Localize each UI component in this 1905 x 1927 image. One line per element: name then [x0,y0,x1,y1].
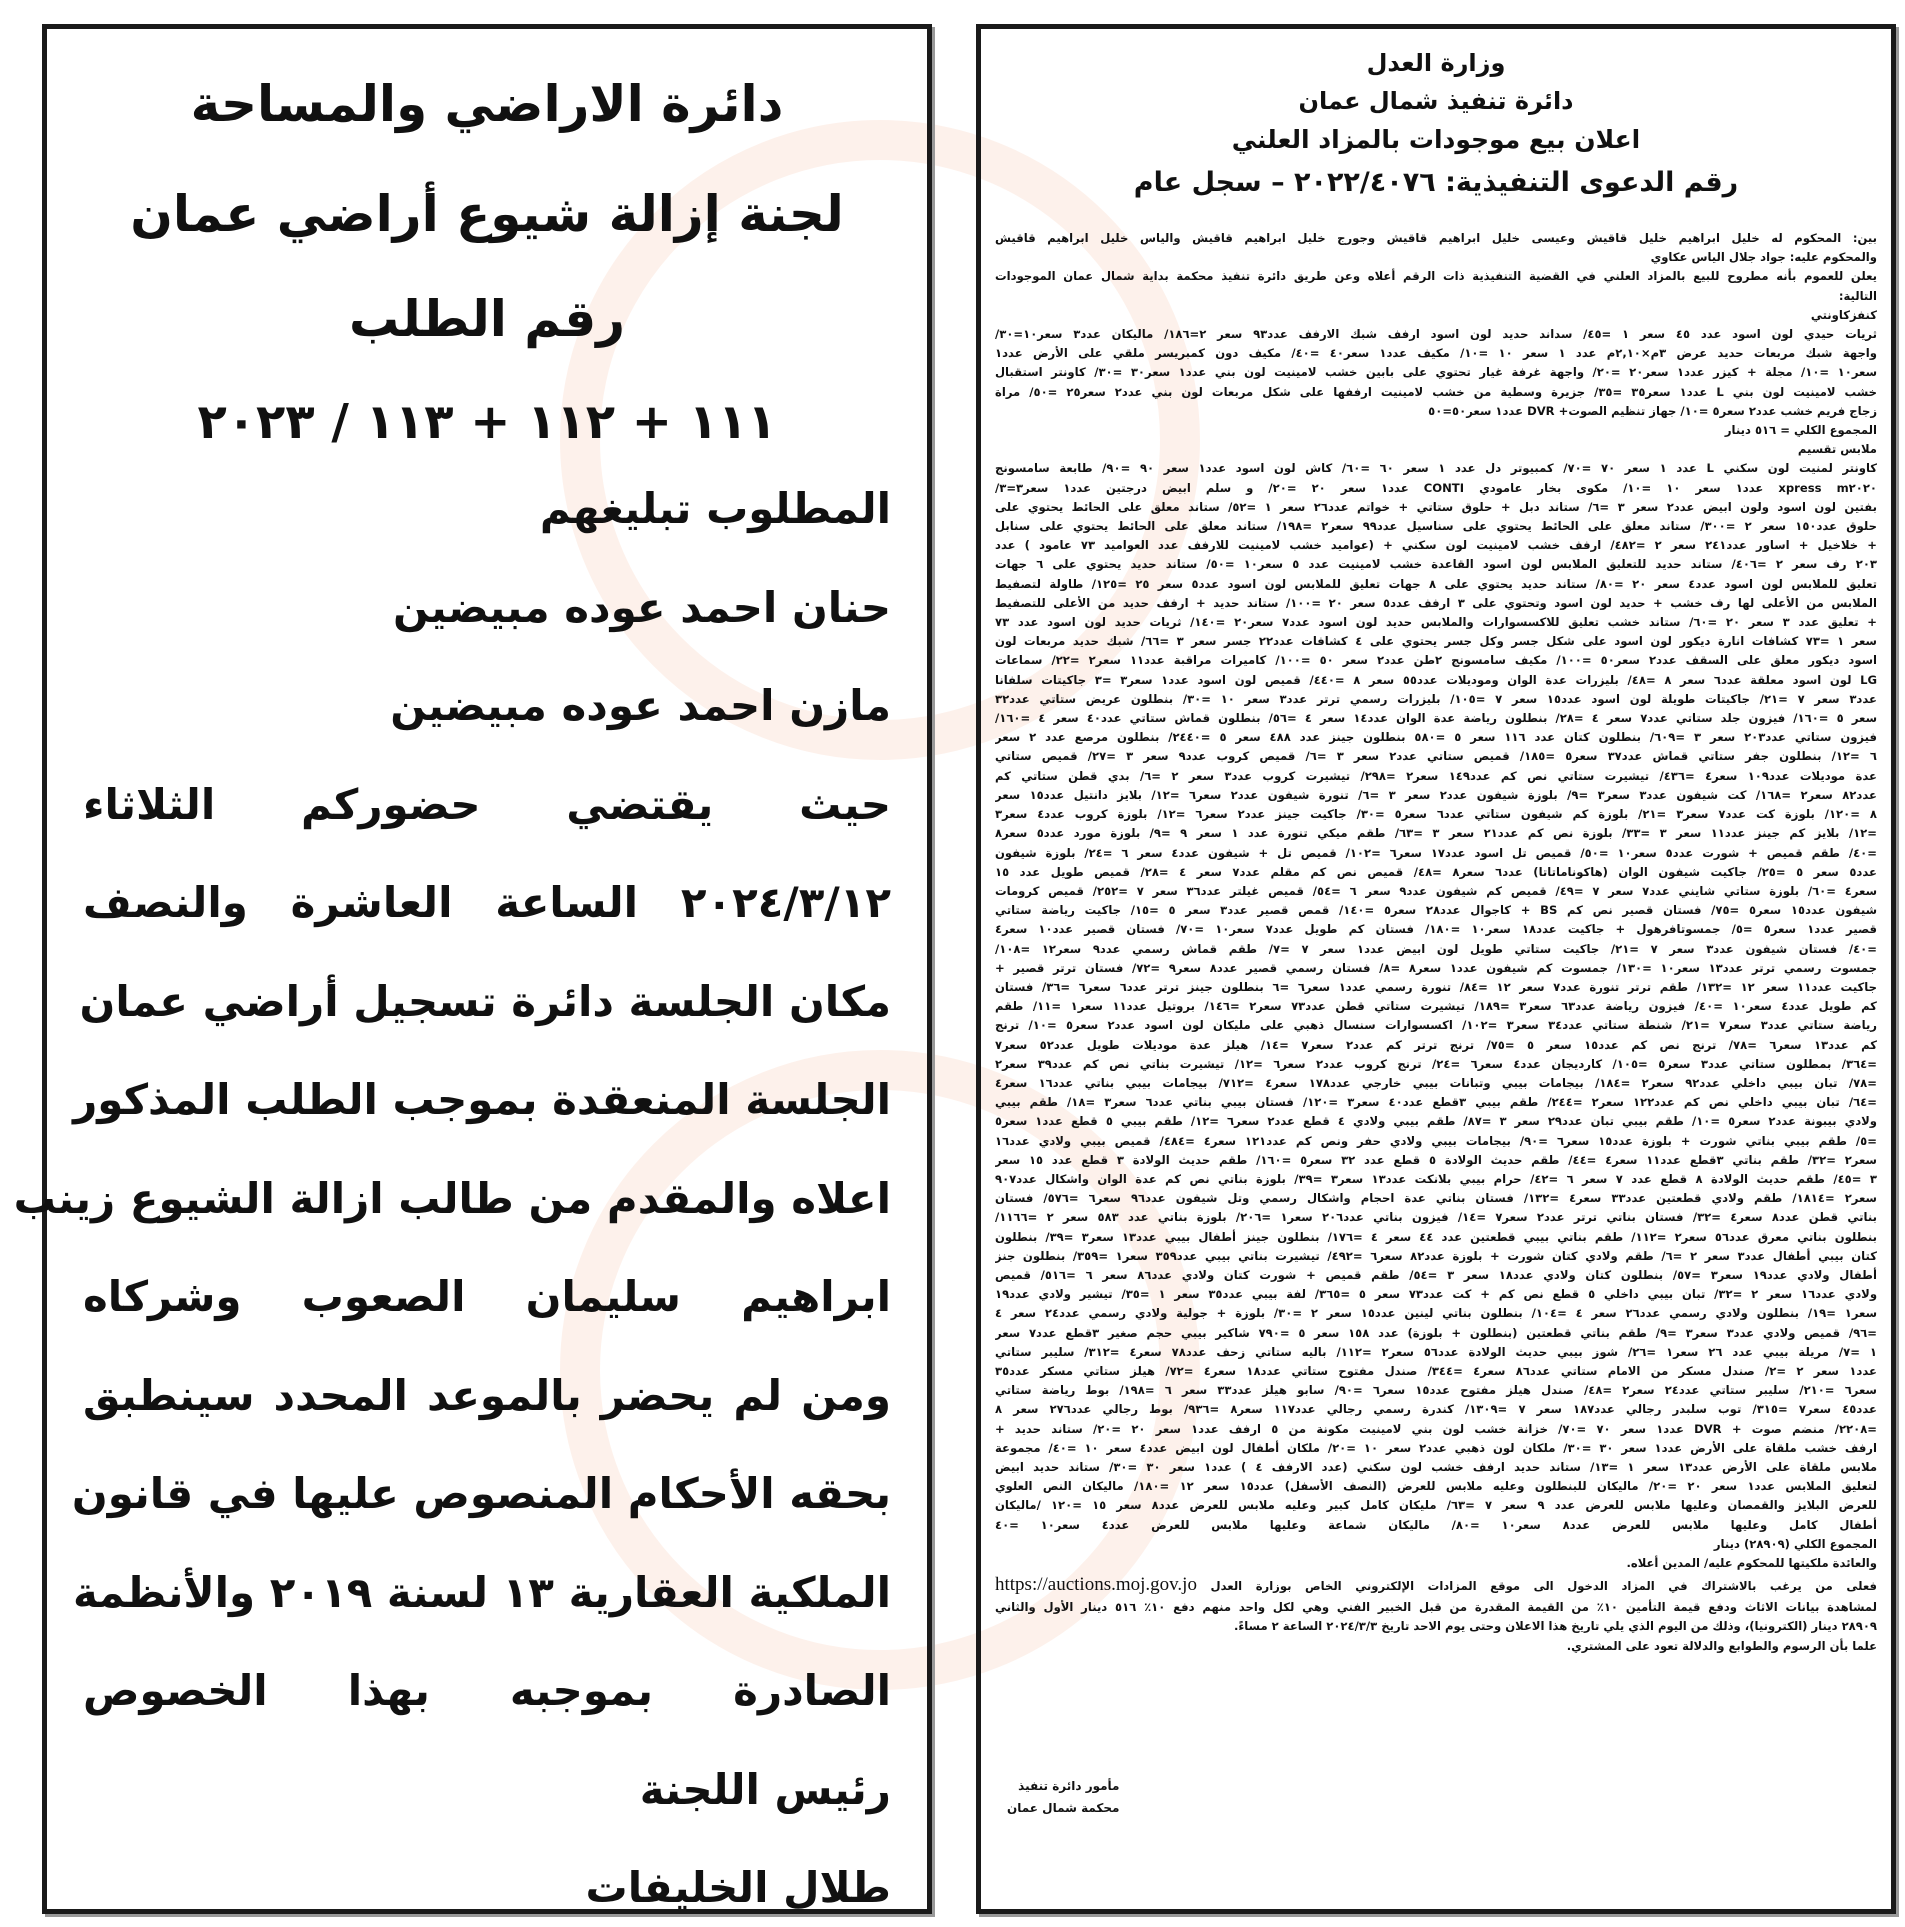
notice-line: رئيس اللجنة [639,1764,891,1814]
item-line: حلوق عدد١٥٠ سعر ٢ =٣٠٠/ ستاند معلق على الحائط يحتوي على سناسيل عدد٩٩ سعر٢ =١٩٨/ ستاند معلق على الحائط يحتوي على سنابل [995,519,1877,534]
item-line: ١ =٧/ مريلة بيبي عدد ٢٦ سعر١ =٢٦/ شوز بيبي حديث الولادة عدد٥٦ سعر٢ =١١٢/ باليه ستاتي زحف عدد٧٨ سعر٤ =٣١٢/ سليبر ستاتي [995,1344,1877,1359]
item-line: =١٢/ بلايز كم جينز عدد١١ سعر ٣ =٣٣/ بلوزة نص كم عدد٢١ سعر ٣ =٦٣/ طقم ميكي تنورة عدد ١ سعر ٩ =٩/ بلوزة مورد عدد٥ سعر٨ [995,826,1877,841]
notice-line: ٢٠٢٤/٣/١٢ الساعة العاشرة والنصف [83,878,891,927]
item-line: عدة موديلات عدد١٠٩ سعر٤ =٤٣٦/ تيشيرت ستاتي نص كم عدد١٤٩ سعر٢ =٢٩٨/ تيشيرت كروب عدد٣ سعر ٢ =٦/ بدي قطن ستاتي كم [995,768,1877,783]
item-line: ملابس ملقاة على الأرض عدد١٣ سعر ١ =١٣/ ستاند حديد ارفف خشب لون سكني (عدد الارفف ٤ ) عدد١ سعر ٣٠ =٣٠/ ستاند حديد ابيض [995,1460,1877,1474]
notice-title: دائرة الاراضي والمساحة [190,75,784,133]
request-number-label: رقم الطلب [348,290,626,348]
item-line: ولادي بيبونة عدد٢ سعر٥ =١٠/ طقم بيبي تبان عدد٢٩ سعر ٣ =٨٧/ طقم بيبي ولادي ٤ قطع عدد٢ سعر٦ =١٢/ طقم بيبي ٥ قطع عدد١ سعر٥ [995,1114,1877,1129]
item-line: سعر ٥ =١٦٠/ فيزون جلد ستاتي عدد٧ سعر ٤ =٢٨/ بنطلون رياضة عدة الوان عدد١٤ سعر ٤ =٥٦/ بنطلون قماش ستاتي عدد٤٠ سعر ٤ =١٦٠/ [995,711,1877,726]
item-line: جمسوت رسمي ترتر عدد١٣ سعر١٠ =١٣٠/ جمسوت كم شيفون عدد١ سعر٨ =٨/ فستان رسمي قصير عدد٨ سعر٩ =٧٢/ فستان ترتر قصير + [995,960,1877,975]
item-line: المجموع الكلي (٢٨٩٠٩) دينار [1713,1536,1877,1551]
item-line: للعرض البلايز والقمصان وعليها ملابس للعرض عدد ٩ سعر ٧ =٦٣/ مليكان كامل كبير وعليه ملابس للعرض عدد٨ سعر ١٥ =١٢٠ /ماليكان [995,1498,1877,1513]
item-line: رياضة ستاتي عدد٣ سعر٧ =٢١/ شنطة ستاتي عدد٣٤ سعر٣ =١٠٢/ اكسسوارات سنسال ذهبي على مليكان لون اسود عدد٢ سعر٥ =١٠/ ترنج [995,1018,1877,1033]
notice-line: الملكية العقارية ١٣ لسنة ٢٠١٩ والأنظمة [73,1567,891,1617]
item-line: أطفال ولادي عدد١٩ سعر٣ =٥٧/ بنطلون كتان ولادي عدد١٨ سعر ٣ =٥٤/ طقم قميص + شورت كتان ولادي عدد٨٦ سعر ٦ =٥١٦/ قميص [995,1267,1877,1282]
ministry-heading: وزارة العدل [1366,49,1506,77]
announcement-heading: اعلان بيع موجودات بالمزاد العلني [1231,125,1641,154]
item-line: تعليق للملابس لون اسود عدد٤ سعر ٢٠ =٨٠/ ستاند حديد يحتوي على ٨ جهات تعليق للملابس لون اسود عدد٥ سعر ٢٥ =١٢٥/ طاولة لتصفيط [995,576,1877,591]
item-line: كاونتر لمنيت لون سكني L عدد ١ سعر ٧٠ =٧٠/ كمبيوتر دل عدد ١ سعر ٦٠ =٦٠/ كاش لون اسود عدد١ سعر ٩٠ =٩٠/ طابعة سامسونج [995,461,1877,476]
case-number-heading: رقم الدعوى التنفيذية: ٢٠٢٢/٤٠٧٦ – سجل عام [1133,167,1739,198]
item-line: عدد٨٢ سعر٢ =١٦٨/ كت شيفون عدد٣ سعر٣ =٩/ بلوزة شيفون عدد٢ سعر ٣ =٦/ تنورة شيفون عدد٢ سعر٦ =١٢/ بلايز دانتيل عدد١٥ سعر [995,787,1877,802]
notice-line: طلال الخليفات [585,1863,891,1912]
item-line: بفتين لون اسود ولون ابيض عدد٢ سعر ٣ =٦/ ستاند دبل + حلوق ستاتي + خواتم عدد٢٦ سعر ١ =٥٢/ ستاند معلق على الحائط يحتوي على [995,499,1877,514]
item-line: =٩٦/ قميص ولادي عدد٣ سعر٣ =٩/ طقم بناتي قطعتين (بنطلون + بلوزة) عدد ١٥٨ سعر ٥ =٧٩٠ شاكير بيبي حجم صغير ٣قطع عدد٧ سعر [995,1325,1877,1340]
item-line: بناتي قطن عدد٨ سعر٤ =٣٢/ فستان بناتي ترتر عدد٢ سعر٧ =١٤/ فيزون بناتي عدد٢٠٦ سعر١ =٢٠٦/ بلوزة بناتي عدد ٥٨٣ سعر ٢ =١١٦٦/ [995,1210,1877,1225]
signature-title: مأمور دائرة تنفيذ [1018,1779,1120,1793]
item-line: سعر٦ =٢١٠/ سليبر ستاتي عدد٢٤ سعر٢ =٤٨/ صندل هيلز مفتوح عدد١٥ سعر٦ =٩٠/ سابو هيلز عدد٣٣ سعر ٦ =١٩٨/ بوط رياضة ستاتي [995,1383,1877,1398]
request-numbers: ١١١ + ١١٢ + ١١٣ / ٢٠٢٣ [197,394,777,450]
item-line: سعر٤ =٦٠/ بلوزة ستاتي شايني عدد٧ سعر ٧ =٤٩/ قميص كم شيفون عدد٩ سعر ٦ =٥٤/ قميص غيلتر عدد٣٦ سعر ٧ =٢٥٢/ قميص كرومات [995,883,1877,898]
item-line: ٣ =٤٥/ طقم حديث الولادة ٨ قطع عدد ٧ سعر ٦ =٤٢/ حرام بيبي بلانكت عدد١٣ سعر٣ =٣٩/ بلوزة بناتي نص كم عدة الوان واشكال عدد٩٠٧ [995,1171,1877,1186]
item-line: =٧٨/ تبان بيبي داخلي عدد٩٢ سعر٢ =١٨٤/ بيجامات بيبي وتبانات بيبي خارجي عدد١٧٨ سعر٤ =٧١٢/ بيجامات بيبي بناتي عدد١٦ سعر٤ [995,1075,1877,1090]
item-line: عدد٥ سعر ٥ =٢٥/ جاكيت شيفون الوان (هاكوناماتاتا) عدد٦ سعر٨ =٤٨/ قميص نص كم مقلم عدد٧ سعر ٤ =٢٨/ قميص طويل عدد ١٥ [995,864,1877,879]
item-line: اسود ديكور معلق على السقف عدد٢ سعر٥٠ =١٠٠/ مكيف سامسونج ٢طن عدد٢ سعر ٥٠ =١٠٠/ كاميرات مراقبة عدد١١ سعر٢ =٢٢/ سماعات [995,653,1877,668]
item-line: + تعليق عدد ٣ سعر ٢٠ =٦٠/ ستاند خشب تعليق للاكسسوارات والملابس حديد لون اسود عدد٧ سعر٢٠ =١٤٠/ ثريات حديد لون اسود عدد ٧٣ [995,615,1877,630]
item-line: لتعليق الملابس عدد١ سعر ٢٠ =٢٠/ ماليكان للبنطلون وعليه ملابس للعرض (النصف الأسفل) عدد١٥ سعر ١٢ =١٨٠/ ماليكان النص العلوي [995,1479,1877,1494]
signature-court: محكمة شمال عمان [1007,1801,1120,1815]
notice-line: الجلسة المنعقدة بموجب الطلب المذكور [73,1075,891,1124]
item-line: =٤٠/ طقم قميص + شورت عدد٥ سعر١٠ =٥٠/ قميص تل اسود عدد١٧ سعر٦ =١٠٢/ قميص تل + شيفون عدد٤ سعر ٦ =٢٤/ بلوزة شيفون [995,845,1877,860]
notice-line: ومن لم يحضر بالموعد المحدد سينطبق [83,1370,891,1420]
notice-line: حنان احمد عوده مبيضين [393,582,891,632]
item-line: ارفف خشب ملقاة على الأرض عدد١ سعر ٣٠ =٣٠/ ملكان لون ذهبي عدد٢ سعر ١٠ =٢٠/ ملكان أطفال لون ابيض عدد٤ سعر ١٠ =٤٠/ مجموعة [995,1440,1877,1455]
auction-site-line [995,1573,1877,1598]
item-line: سعر ١ =٧٣ كشافات انارة ديكور لون اسود على شكل جسر وكل جسر يحتوي على ٤ كشافات عدد٢٢ جسر سعر ٣ =٦٦/ شبك حديد مربعات لون [995,634,1877,649]
item-line: عدد٤٥ سعر٧ =٣١٥/ توب سلبدر رجالي عدد١٨٧ سعر ٧ =١٣٠٩/ كندرة رسمي رجالي عدد١١٧ سعر٨ =٩٣٦/ بوط رجالي عدد٢٧٦ سعر ٨ [995,1402,1877,1417]
item-line: =٤٠/ فستان شيفون عدد٣ سعر ٧ =٢١/ جاكيت ستاتي طويل لون ابيض عدد١ سعر ٧ =٧/ طقم قماش رسمي عدد٩ سعر١٢ =١٠٨/ [995,941,1877,956]
auction-site-text: فعلى من يرغب بالاشتراك في المزاد الدخول الى موقع المزادات الإلكتروني الخاص بوزارة العدل [1210,1579,1877,1594]
land-department-notice [13,24,932,1914]
auction-items-text [995,229,1877,1656]
item-line: أطفال كامل وعليها ملابس للعرض عدد٨ سعر١٠ =٨٠/ ماليكان شماعة وعليها ملابس للعرض عدد٤ سعر١٠ =٤٠ [995,1517,1877,1532]
item-line: ثريات حيدي لون اسود عدد ٤٥ سعر ١ =٤٥/ سداند حديد لون اسود ارفف شبك الارفف عدد٩٣ سعر ٢=١٨٦/ ماليكان عدد٣ سعر١٠=٣٠/ [995,327,1877,342]
item-line: =٢٢٠٨/ منضم صوت + DVR عدد١ سعر ٧٠ =٧٠/ خزانة خشب لون بني لامينيت مكونة من ٥ ارفف عدد١ سعر ٢٠ =٢٠/ ستاند حديد + [995,1421,1877,1436]
item-line: LG لون اسود معلقة عدد٦ سعر ٨ =٤٨/ بليزرات عدة الوان وموديلات عدد٥٥ سعر ٨ =٤٤٠/ قميص لون اسود عدد١ سعر٣ =٣ جاكيتات سلفانا [995,672,1877,687]
item-line: شيفون عدد١٥ سعر٥ =٧٥/ فستان قصير نص كم BS + كاجوال عدد٢٨ سعر٥ =١٤٠/ قمص قصير عدد٣ سعر ٥ =١٥/ جاكيت رياضة ستاتي [995,903,1877,918]
item-line: والعائدة ملكيتها للمحكوم عليه/ المدين أعلاه. [1626,1556,1877,1571]
item-line: ملابس تقسيم [1797,442,1877,457]
item-line: واجهة شبك مربعات حديد عرض ٣م×٢,١٠م عدد ١ سعر ١٠ =١٠/ مكيف عدد١ سعر٤٠ =٤٠/ مكيف دون كمبريسر ملقي على الأرض عدد١ [995,346,1877,361]
auction-notice [976,24,1896,1914]
notice-line: اعلاه والمقدم من طالب ازالة الشيوع زينب [13,1173,891,1223]
item-line: يعلن للعموم بأنه مطروح للبيع بالمزاد العلني في القضية التنفيذية ذات الرقم أعلاه وعن طريق دائرة تنفيذ محكمة بداية شمال عمان الموجودات [995,269,1877,284]
notice-line: الصادرة بموجبه بهذا الخصوص [83,1666,891,1715]
notice-line: مكان الجلسة دائرة تسجيل أراضي عمان [79,976,891,1026]
item-line: =٥/ طقم بيبي بناتي شورت + بلوزة عدد١٥ سعر٦ =٩٠/ بيجامات بيبي ولادي حفر ونص كم عدد١٢١ سعر٤ =٤٨٤/ قميص بيبي ولادي عدد١٦ [995,1133,1877,1148]
item-line: التالية: [1838,288,1877,303]
closing-line: علما بأن الرسوم والطوابع والدلالة تعود على المشتري. [1566,1638,1877,1653]
item-line: قصير عدد١ سعر٥ =٥/ جمسوتافرهول + جاكيت عدد١٨ سعر١٠ =١٨٠/ فستان كم طويل عدد٧ سعر١٠ =٧٠/ فستان قصير عدد١٠ سعر٤ [995,922,1877,937]
item-line: سعر١ =١٩/ بنطلون ولادي رسمي عدد٢٦ سعر ٤ =١٠٤/ بنطلون بناتي لينين عدد١٥ سعر ٢ =٣٠/ بلوزة + جولية ولادي رسمي عدد٢٤ سعر ٤ [995,1306,1877,1321]
item-line: المجموع الكلي = ٥١٦ دينار [1724,423,1877,438]
notice-line: حيث يقتضي حضوركم الثلاثاء [83,779,891,829]
auction-site-link[interactable]: https://auctions.moj.gov.jo [995,1574,1197,1596]
committee-title: لجنة إزالة شيوع أراضي عمان [130,185,844,243]
item-line: xpress m٢٠٢٠ عدد١ سعر ١٠ =١٠/ مكوى بخار عامودي CONTI عدد١ سعر ٢٠ =٢٠/ و سلم ابيض درجتين عدد١ سعر٣=٣/ [995,480,1877,495]
notice-line: مازن احمد عوده مبيضين [390,681,891,730]
notice-line: ابراهيم سليمان الصعوب وشركاه [83,1272,891,1321]
signature-block [1007,1775,1120,1819]
item-line: والمحكوم عليه: جواد جلال الياس عكاوي [1650,250,1877,265]
item-line: بين: المحكوم له خليل ابراهيم خليل قاقيش وعيسى خليل ابراهيم قاقيش وجورج خليل ابراهيم قاقيش والياس خليل ابراهيم قاقيش [995,231,1877,245]
notice-line: المطلوب تبليغهم [539,484,891,533]
item-line: كتان بيبي أطفال عدد٣ سعر ٢ =٦/ طقم ولادي كتان شورت + بلوزة عدد٨٢ سعر٦ =٤٩٢/ تيشيرت بناتي بيبي عدد٣٥٩ سعر١ =٣٥٩/ بنطلون جنز [995,1248,1877,1263]
item-line: =٣٦٤/ بمطلون ستاتي عدد٣ سعر٥ =١٠٥/ كارديجان عدد٤ سعر٦ =٢٤/ ترنج كروب عدد٢ سعر٦ =١٢/ تيشيرت بناتي نص كم عدد٣٩ سعر٢ [995,1056,1877,1071]
item-line: ٢٠٣ رف سعر ٢ =٤٠٦/ ستاند حديد للتعليق الملابس لون اسود القاعدة خشب لامينيت عدد ٥ سعر١٠ =٥٠/ ستاند حديد يحتوي على ٦ جهات [995,557,1877,572]
item-line: ٦ =١٢/ بنطلون جفر ستاتي قماش عدد٣٧ سعر٥ =١٨٥/ قميص ستاتي عدد٢ سعر ٣ =٦/ قميص كروب عدد٩ سعر ٣ =٢٧/ قميص ستاتي [995,749,1877,764]
department-heading: دائرة تنفيذ شمال عمان [1298,87,1574,115]
closing-line: لمشاهدة بيانات الاثاث ودفع قيمة التأمين ١٠٪ من القيمة المقدرة من قبل الخبير الفني وهي لكل واحد منهم دفع ١٠٪ ٥١٦ دينار الأول والثاني [995,1600,1877,1615]
item-line: فيزون ستاتي عدد٢٠٣ سعر ٣ =٦٠٩/ بنطلون كتان عدد ١١٦ سعر ٥ =٥٨٠ بنطلون جينز عدد ٤٨٨ سعر ٥ =٢٤٤٠/ بنطلون مرصع عدد ٢ سعر [995,730,1877,745]
item-line: =٦٤/ تبان بيبي داخلي نص كم عدد١٢٢ سعر٢ =٢٤٤/ طقم بيبي ٣قطع عدد٤٠ سعر٣ =١٢٠/ فستان بيبي بناتي عدد٦ سعر٣ =١٨/ طقم بيبي [995,1095,1877,1110]
item-line: زجاج فريم خشب عدد٢ سعر٥ =١٠/ جهاز تنظيم الصوت+ DVR عدد١ سعر٥٠=٥٠ [1428,403,1877,418]
item-line: خشب لامينيت لون بني L عدد١ سعر٣٥ =٣٥/ جزيرة وسطية من خشب لامينيت ارففها على شكل مربعات لون بني عدد٢ سعر٢٥ =٥٠/ مراة [995,384,1877,399]
item-line: كم طويل عدد٤ سعر١٠ =٤٠/ فيزون رياضة عدد٦٣ سعر٣ =١٨٩/ تيشيرت ستاتي قطن عدد٧٣ سعر٢ =١٤٦/ بروتيل عدد١١ سعر١ =١١/ طقم [995,999,1877,1014]
item-line: سعر٢ =١٨١٤/ طقم ولادي قطعتين عدد٣٣ سعر٤ =١٣٢/ فستان بناتي عدة احجام واشكال رسمي وتل شيفون عدد٩٦ سعر٦ =٥٧٦/ فستان [995,1191,1877,1206]
item-line: جاكيت عدد١١ سعر ١٢ =١٣٢/ طقم ترتر تنورة عدد٧ سعر ١٢ =٨٤/ تنورة رسمي عدد١ سعر٦ =٦ بنطلون جينز ترتر عدد٦ سعر٦ =٣٦/ فستان [995,979,1877,994]
item-line: سعر١٠ =١٠/ مجلة + كيزر عدد١ سعر٢٠ =٢٠/ واجهة غرفة غيار تحتوي على بابين خشب لامينيت لون بني عدد١ سعر٣٠ =٣٠/ كاونتر استقبال [995,365,1877,380]
closing-line: ٢٨٩٠٩ دينار (الكترونيا)، وذلك من اليوم الذي يلي تاريخ هذا الاعلان وحتى يوم الاحد تاريخ ٢٠٢٤/٣/٣ الساعة ٢ مساءً. [1233,1619,1877,1634]
item-line: عدد١ سعر ٢ =٢/ صندل مسكر من الامام ستاتي عدد٨٦ سعر٤ =٣٤٤/ صندل مفتوح ستاتي عدد١٨ سعر٤ =٧٢/ هيلز ستاتي مسكر عدد٣٥ [995,1363,1877,1378]
item-line: الملابس من الأعلى لها رف خشب + حديد لون اسود وتحتوي على ٣ ارفف عدد٥ سعر ٢٠ =١٠٠/ ستاند حديد + ارفف حديد من الأعلى للتصفيط [995,595,1877,610]
item-line: ولادي عدد١٦ سعر ٢ =٣٢/ تبان بيبي داخلي ٥ قطع نص كم + كت عدد٧٣ سعر ٥ =٣٦٥/ لفة بيبي عدد٣٥ سعر ١ =٣٥/ تيشير ولادي عدد١٩ [995,1287,1877,1302]
item-line: + خلاخيل + اساور عدد٢٤١ سعر ٢ =٤٨٢/ ارفف خشب لامينيت لون سكني + (عواميد خشب لامينيت للارفف عدد العواميد ٧٣ عامود ) عدد [995,538,1877,553]
item-line: سعر٢ =٣٢/ طقم بناتي ٣قطع عدد١١ سعر٤ =٤٤/ طقم حديث الولادة ٥ قطع عدد ٣٢ سعر٥ =١٦٠/ طقم حديث الولادة ٣ قطع عدد ١٥ سعر [995,1152,1877,1167]
item-line: كم عدد١٣ سعر٦ =٧٨/ ترنج نص كم عدد١٥ سعر ٥ =٧٥/ ترنج ترتر كم عدد٢ سعر٧ =١٤/ هيلز عدة موديلات طويل عدد٥٢ سعر٧ [995,1037,1877,1052]
notice-line: بحقه الأحكام المنصوص عليها في قانون [71,1469,891,1518]
item-line: بنطلون بناتي معرق عدد٥٦ سعر٢ =١١٢/ طقم بناتي بيبي قطعتين عدد ٤٤ سعر ٤ =١٧٦/ بنطلون جينز أطفال بيبي عدد١٣ سعر٣ =٣٩/ بنطلون [995,1229,1877,1244]
item-line: كنفزكاونتي [1810,307,1877,322]
item-line: ٨ =١٢٠/ بلوزة كت عدد٧ سعر٣ =٢١/ بلوزة كم شيفون ستاتي عدد٦ سعر٥ =٣٠/ جاكيت جينز عدد٢ سعر٦ =١٢/ بلوزة كروب عدد٤ سعر٣ [995,807,1877,822]
item-line: عدد٣ سعر ٧ =٢١/ جاكيتات طويلة لون اسود عدد١٥ سعر ٧ =١٠٥/ بليزرات رسمي ترتر عدد٣ سعر ١٠ =٣٠/ بنطلون عريض ستاتي عدد٣٢ [995,691,1877,706]
